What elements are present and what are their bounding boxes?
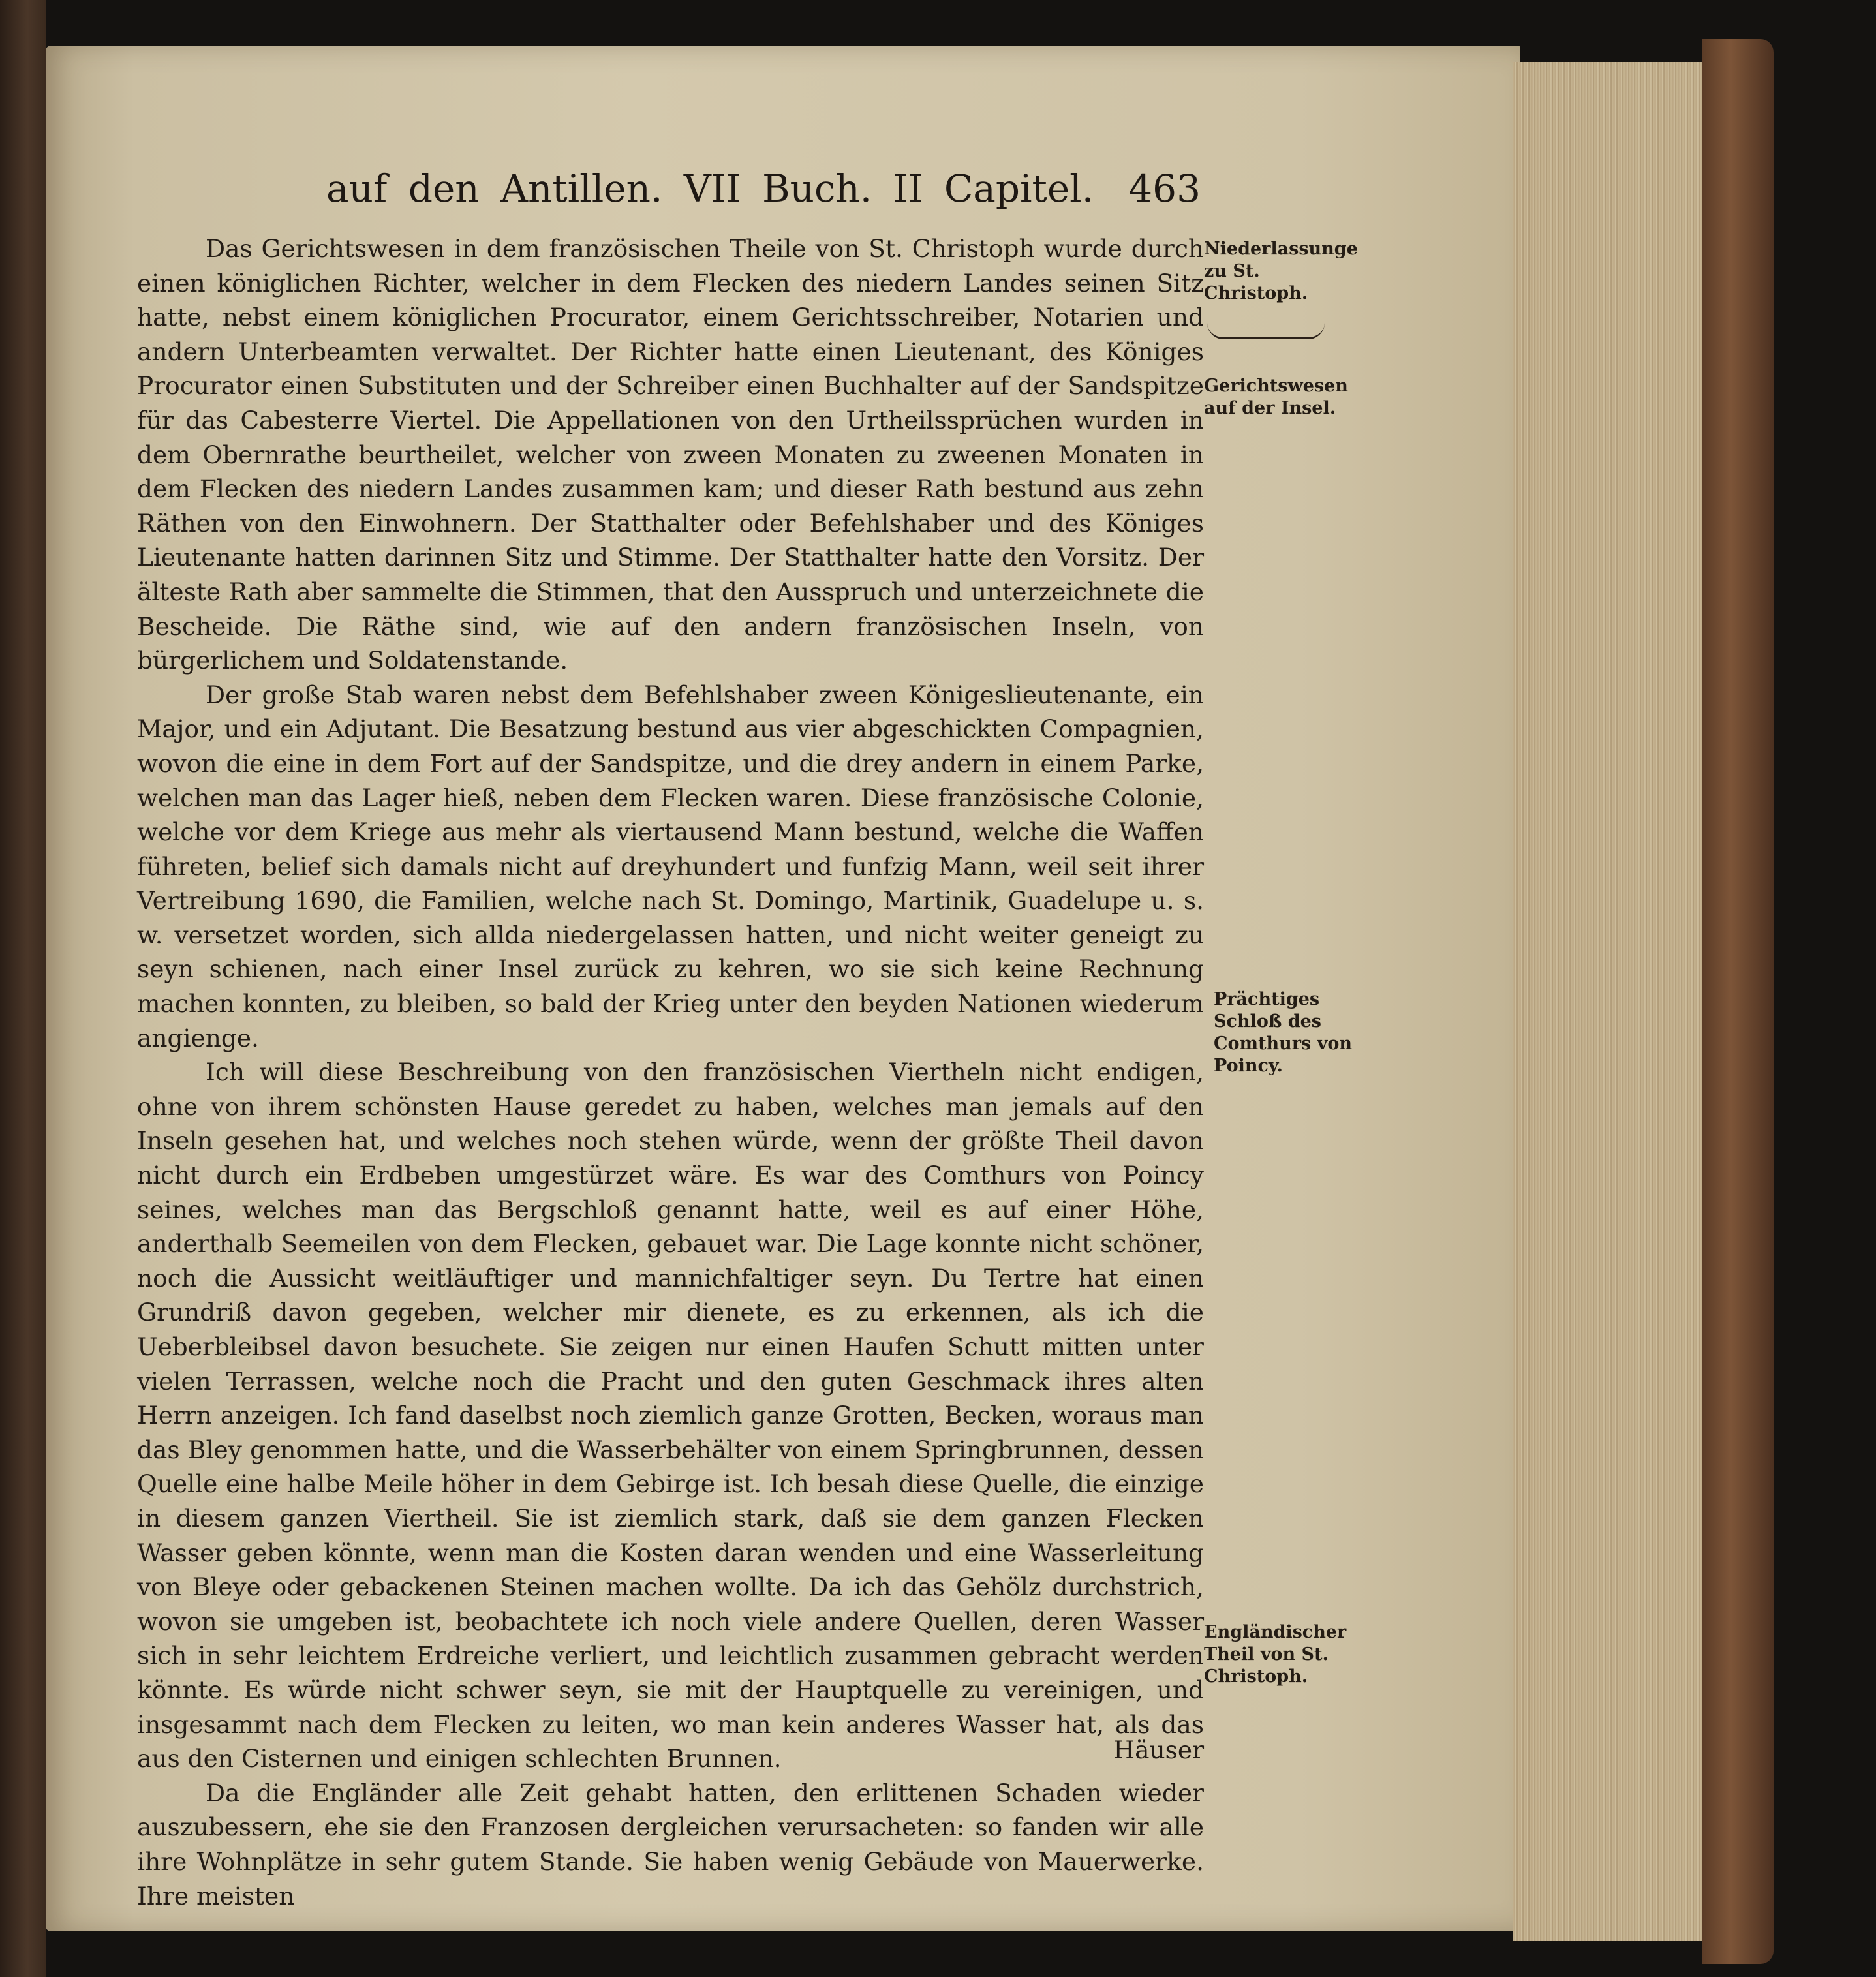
marginal-note-settlement: Niederlassunge zu St. Christoph. [1204,239,1358,303]
catchword: Häuser [1113,1736,1204,1764]
marginal-note-castle: Prächtiges Schloß des Comthurs von Poincy. [1214,989,1352,1076]
leather-binding [1702,39,1774,1964]
marginal-note-english-part: Engländischer Theil von St. Christoph. [1204,1622,1347,1687]
page-edges [1513,62,1706,1941]
paragraph-castle: Ich will diese Beschreibung von den französischen Viertheln nicht endigen, ohne von ihrem schönsten Hause geredet zu haben, welches man jemals auf den Inseln gesehen hat, und welches noch stehen würde, wenn der größte Theil davon nicht durch ein Erdbeben umgestürzet wäre. Es war des Comthurs von Poincy seines, welches man das Bergschloß genannt hatte, weil es auf einer Höhe, anderthalb Seemeilen von dem Flecken, gebauet war. Die Lage konnte nicht schöner, noch die Aussicht weitläuftiger und mannichfaltiger seyn. Du Tertre hat einen Grundriß davon gegeben, welcher mir dienete, es zu erkennen, als ich die Ueberbleibsel davon besuchete. Sie zeigen nur einen Haufen Schutt mitten unter vielen Terrassen, welche noch die Pracht und den guten Geschmack ihres alten Herrn anzeigen. Ich fand daselbst noch ziemlich ganze Grotten, Becken, woraus man das Bley genommen hatte, und die Wasserbehälter von einem Springbrunnen, dessen Quelle eine halbe Meile höher in dem Gebirge ist. Ich besah diese Quelle, die einzige in diesem ganzen Viertheil. Sie ist ziemlich stark, daß sie dem ganzen Flecken Wasser geben könnte, wenn man die Kosten daran wenden und eine Wasserleitung von Bleye oder gebackenen Steinen machen wollte. Da ich das Gehölz durchstrich, wovon sie umgeben ist, beobachtete ich noch viele andere Quellen, deren Wasser sich in sehr leichtem Erdreiche verliert, und leichtlich zusammen gebracht werden könnte. Es würde nicht schwer seyn, sie mit der Hauptquelle zu vereinigen, und insgesammt nach dem Flecken zu leiten, wo man kein anderes Wasser hat, als das aus den Cisternen und einigen schlechten Brunnen. [137,1058,1204,1773]
left-cover-edge [0,0,46,1977]
paragraph-english-part: Da die Engländer alle Zeit gehabt hatten, den erlittenen Schaden wieder auszubessern, ehe sie den Franzosen dergleichen verursacheten: so fanden wir alle ihre Wohnplätze in sehr gutem Stande. Sie haben wenig Gebäude von Mauerwerke. Ihre meisten [137,1778,1204,1910]
running-header [326,166,1201,219]
page-number: 463 [1128,166,1201,211]
marginal-note-judiciary: Gerichtswesen auf der Insel. [1204,376,1348,418]
body-text [137,232,1204,1913]
running-title: auf den Antillen. VII Buch. II Capitel. [326,166,1094,211]
marginal-bracket [1207,323,1325,339]
paragraph-judiciary: Das Gerichtswesen in dem französischen Theile von St. Christoph wurde durch einen königlichen Richter, welcher in dem Flecken des niedern Landes seinen Sitz hatte, nebst einem königlichen Procurator, einem Gerichtsschreiber, Notarien und andern Unterbeamten verwaltet. Der Richter hatte einen Lieutenant, des Königes Procurator einen Substituten und der Schreiber einen Buchhalter auf der Sandspitze für das Cabesterre Viertel. Die Appellationen von den Urtheilssprüchen wurden in dem Obernrathe beurtheilet, welcher von zween Monaten zu zweenen Monaten in dem Flecken des niedern Landes zusammen kam; und dieser Rath bestund aus zehn Räthen von den Einwohnern. Der Statthalter oder Befehlshaber und des Königes Lieutenante hatten darinnen Sitz und Stimme. Der Statthalter hatte den Vorsitz. Der älteste Rath aber sammelte die Stimmen, that den Ausspruch und unterzeichnete die Bescheide. Die Räthe sind, wie auf den andern französischen Inseln, von bürgerlichem und Soldatenstande. [137,234,1204,675]
paragraph-garrison: Der große Stab waren nebst dem Befehlshaber zween Königeslieutenante, ein Major, und ein Adjutant. Die Besatzung bestund aus vier abgeschickten Compagnien, wovon die eine in dem Fort auf der Sandspitze, und die drey andern in einem Parke, welchen man das Lager hieß, neben dem Flecken waren. Diese französische Colonie, welche vor dem Kriege aus mehr als viertausend Mann bestund, welche die Waffen führeten, belief sich damals nicht auf dreyhundert und funfzig Mann, weil seit ihrer Vertreibung 1690, die Familien, welche nach St. Domingo, Martinik, Guadelupe u. s. w. versetzet worden, sich allda niedergelassen hatten, und nicht weiter geneigt zu seyn schienen, nach einer Insel zurück zu kehren, wo sie sich keine Rechnung machen konnten, zu bleiben, so bald der Krieg unter den beyden Nationen wiederum angienge. [137,680,1204,1052]
